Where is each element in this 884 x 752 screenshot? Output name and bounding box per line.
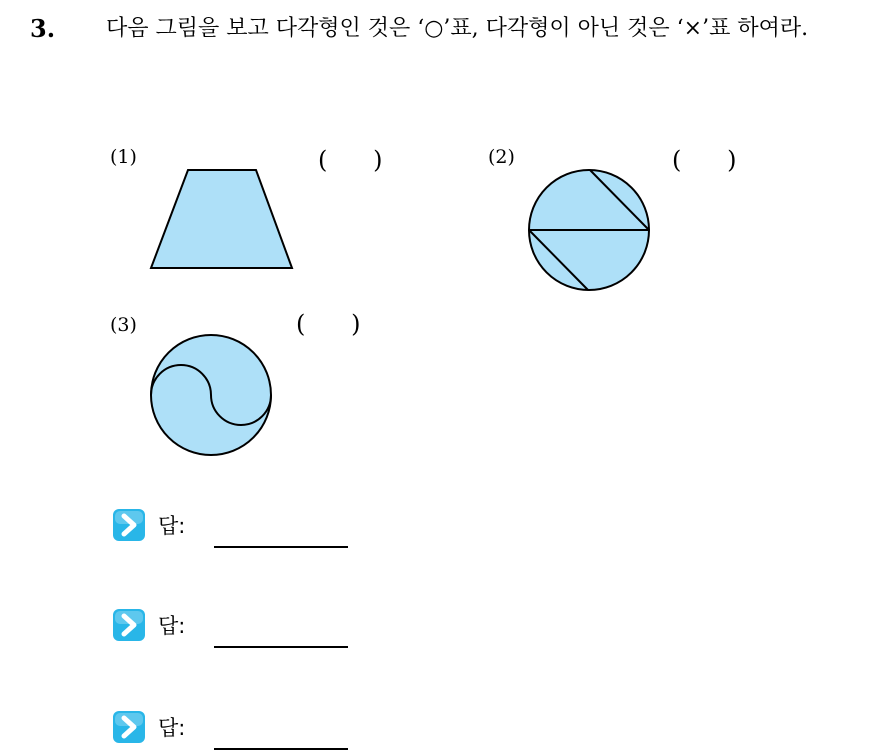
answer-label: 답:	[158, 514, 186, 538]
chevron-right-icon	[112, 508, 146, 542]
item-3-answer-paren[interactable]: ( )	[296, 310, 361, 338]
trapezoid-figure	[148, 168, 298, 272]
item-1-answer-paren[interactable]: ( )	[318, 146, 383, 174]
taegeuk-figure	[148, 332, 274, 458]
circle-chords-figure	[526, 168, 654, 294]
question-text: 다음 그림을 보고 다각형인 것은 ‘○’표, 다각형이 아닌 것은 ‘×’표 하여라.	[106, 16, 809, 41]
item-2-label: (2)	[488, 146, 515, 168]
answer-row-2	[112, 608, 412, 648]
answer-input-1[interactable]	[214, 546, 348, 548]
answer-input-2[interactable]	[214, 646, 348, 648]
answer-label: 답:	[158, 614, 186, 638]
item-1-label: (1)	[110, 146, 137, 168]
answer-input-3[interactable]	[214, 748, 348, 750]
answer-label: 답:	[158, 716, 186, 740]
answer-row-3	[112, 710, 412, 750]
chevron-right-icon	[112, 710, 146, 744]
chevron-right-icon	[112, 608, 146, 642]
item-2-answer-paren[interactable]: ( )	[672, 146, 737, 174]
question-number: 3.	[30, 14, 56, 43]
answer-row-1	[112, 508, 412, 548]
trapezoid-shape	[151, 170, 292, 268]
item-3-label: (3)	[110, 314, 137, 336]
